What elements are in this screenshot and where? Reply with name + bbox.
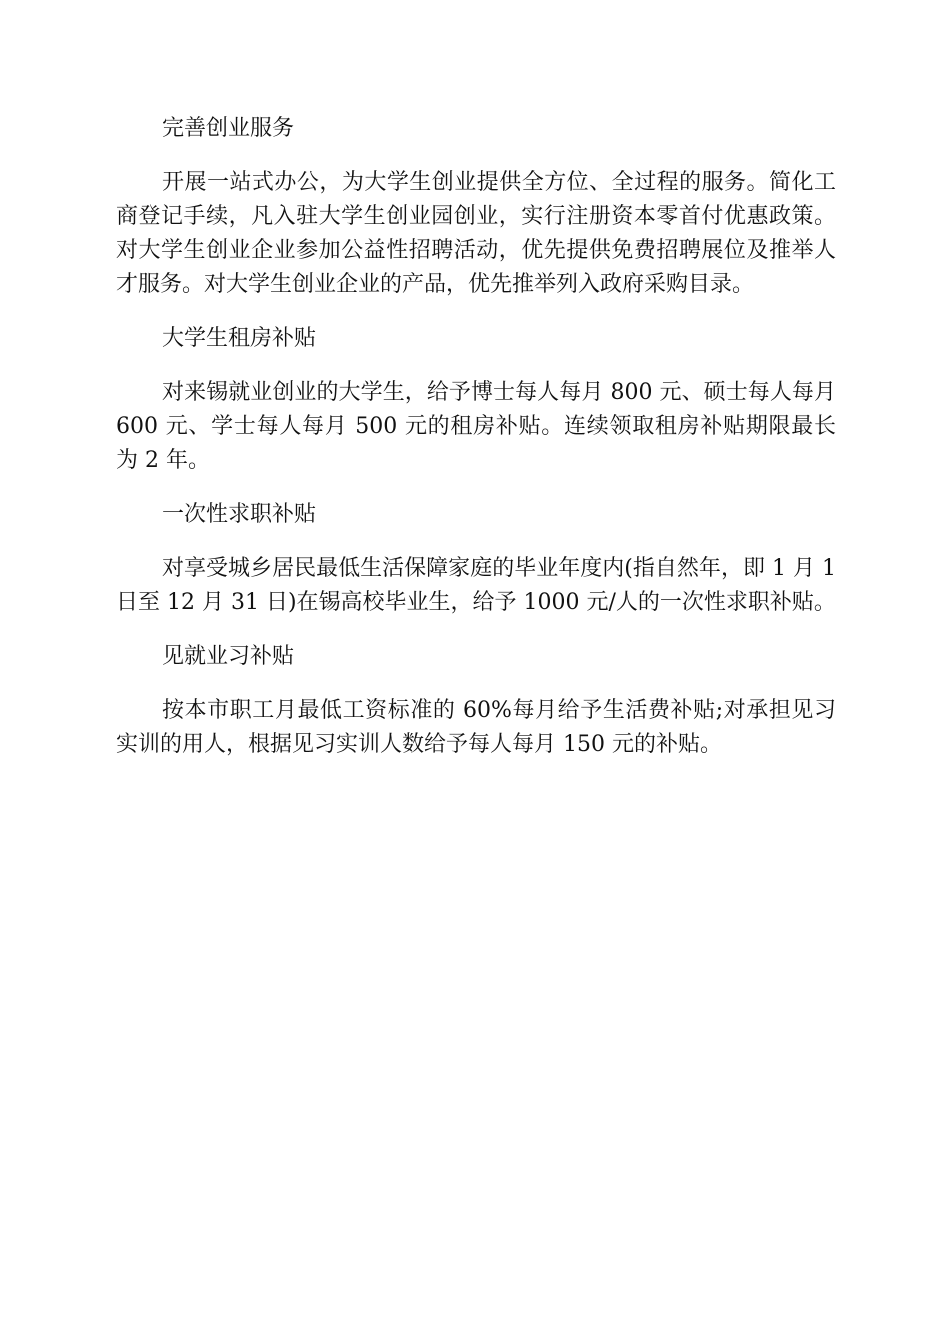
section-body-rent-subsidy: 对来锡就业创业的大学生，给予博士每人每月 800 元、硕士每人每月 600 元、学士每人每月 500 元的租房补贴。连续领取租房补贴期限最长为 2 年。 bbox=[116, 380, 836, 473]
section-heading-internship-subsidy: 见就业习补贴 bbox=[162, 644, 295, 669]
section-heading-rent-subsidy: 大学生租房补贴 bbox=[162, 326, 317, 351]
section-body-job-seeking-subsidy: 对享受城乡居民最低生活保障家庭的毕业年度内(指自然年，即 1 月 1 日至 12 月 31 日)在锡高校毕业生，给予 1000 元/人的一次性求职补贴。 bbox=[116, 556, 836, 615]
section-heading-entrepreneurship-services: 完善创业服务 bbox=[162, 116, 295, 141]
section-heading-job-seeking-subsidy: 一次性求职补贴 bbox=[162, 502, 317, 527]
document-content bbox=[116, 112, 836, 782]
section-body-internship-subsidy: 按本市职工月最低工资标准的 60%每月给予生活费补贴;对承担见习实训的用人，根据见习实训人数给予每人每月 150 元的补贴。 bbox=[116, 698, 836, 757]
section-body-entrepreneurship-services: 开展一站式办公，为大学生创业提供全方位、全过程的服务。简化工商登记手续，凡入驻大学生创业园创业，实行注册资本零首付优惠政策。对大学生创业企业参加公益性招聘活动，优先提供免费招聘展位及推举人才服务。对大学生创业企业的产品，优先推举列入政府采购目录。 bbox=[116, 170, 836, 297]
